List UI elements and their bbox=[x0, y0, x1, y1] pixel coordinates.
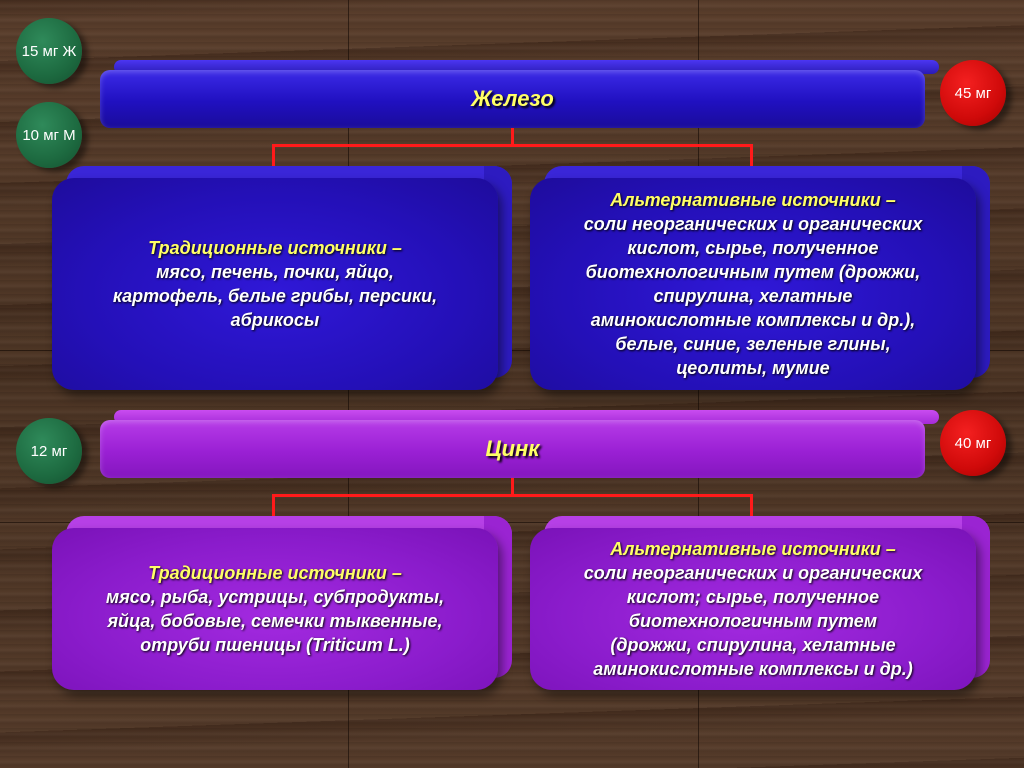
zinc-dose-badge bbox=[16, 418, 82, 484]
iron-alternative-body: соли неорганических и органических кислот, сырье, полученное биотехнологичным путем (дрожжи, спирулина, хелатные аминокислотные комплексы и др.), белые, синие, зеленые глины, цеолиты, мумие bbox=[583, 214, 923, 378]
zinc-banner bbox=[100, 420, 925, 478]
iron-alternative-title: Альтернативные источники – bbox=[610, 190, 896, 210]
zinc-max-dose-badge bbox=[940, 410, 1006, 476]
zinc-traditional-body: мясо, рыба, устрицы, субпродукты, яйца, бобовые, семечки тыквенные, отруби пшеницы (Triticum L.) bbox=[105, 587, 445, 655]
zinc-traditional-card bbox=[52, 528, 498, 690]
zinc-alternative-title: Альтернативные источники – bbox=[610, 539, 896, 559]
zinc-max-dose-label: 40 мг bbox=[954, 434, 992, 452]
card-front-face bbox=[52, 528, 498, 690]
card-front-face bbox=[530, 528, 976, 690]
zinc-dose-label: 12 мг bbox=[30, 442, 68, 460]
zinc-title: Цинк bbox=[485, 436, 540, 461]
iron-traditional-card bbox=[52, 178, 498, 390]
iron-female-dose-label: 15 мг Ж bbox=[21, 42, 77, 60]
zinc-traditional-title: Традиционные источники – bbox=[148, 563, 402, 583]
card-front-face bbox=[530, 178, 976, 390]
zinc-alternative-body: соли неорганических и органических кислот; сырье, полученное биотехнологичным путем (дрожжи, спирулина, хелатные аминокислотные комплексы и др.) bbox=[583, 563, 923, 679]
iron-traditional-title: Традиционные источники – bbox=[148, 238, 402, 258]
iron-female-dose-badge bbox=[16, 18, 82, 84]
iron-title: Железо bbox=[471, 86, 554, 111]
zinc-alternative-card bbox=[530, 528, 976, 690]
iron-banner bbox=[100, 70, 925, 128]
iron-max-dose-badge bbox=[940, 60, 1006, 126]
iron-male-dose-label: 10 мг М bbox=[22, 126, 76, 144]
card-front-face bbox=[52, 178, 498, 390]
iron-max-dose-label: 45 мг bbox=[954, 84, 992, 102]
iron-traditional-body: мясо, печень, почки, яйцо, картофель, белые грибы, персики, абрикосы bbox=[112, 262, 438, 330]
iron-connector-stem bbox=[511, 128, 514, 146]
zinc-connector-stem bbox=[511, 478, 514, 496]
iron-male-dose-badge bbox=[16, 102, 82, 168]
iron-alternative-card bbox=[530, 178, 976, 390]
